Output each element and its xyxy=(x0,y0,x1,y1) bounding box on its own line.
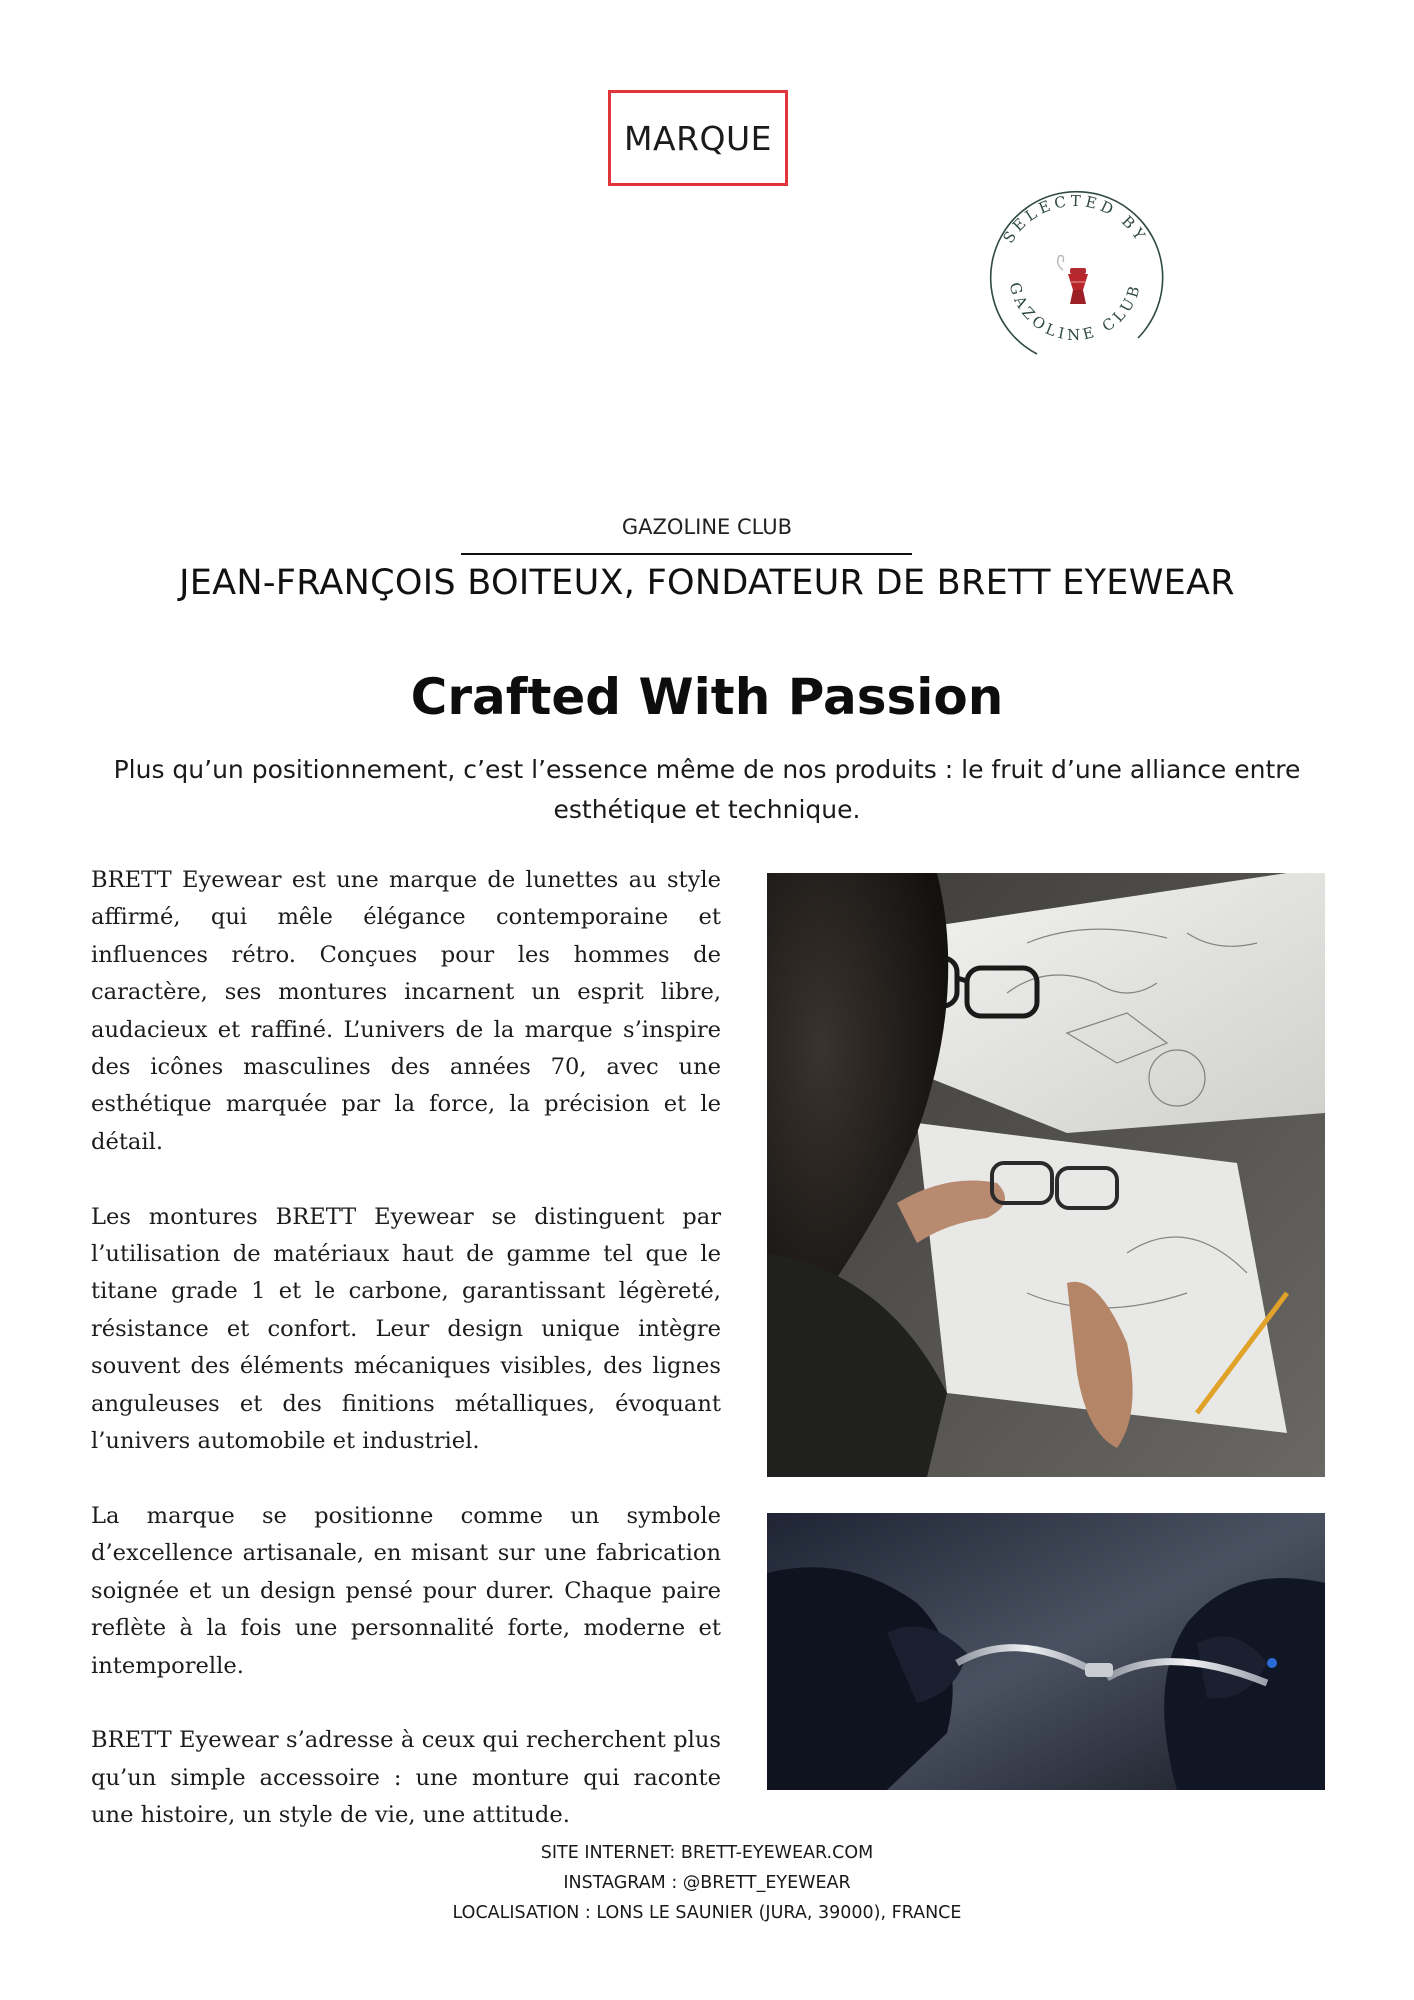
contact-footer xyxy=(0,1838,1414,1928)
article-body xyxy=(91,862,721,1835)
seal-bottom-text: GAZOLINE CLUB xyxy=(1005,280,1145,344)
body-paragraph-1: BRETT Eyewear est une marque de lunettes au style affirmé, qui mêle élégance contemporaine et influences rétro. Conçues pour les hommes de caractère, ses montures incarnent un esprit libre, audacieux et raffiné. L’univers de la marque s’inspire des icônes masculines des années 70, avec une esthétique marquée par la force, la précision et le détail. xyxy=(91,867,721,1155)
seal-top-text: SELECTED BY xyxy=(999,191,1151,247)
photo-gloved-hands-frame xyxy=(767,1513,1325,1790)
location-line: LOCALISATION : LONS LE SAUNIER (JURA, 39000), FRANCE xyxy=(452,1903,962,1923)
photo-designer-sketching xyxy=(767,873,1325,1477)
website-line: SITE INTERNET: BRETT-EYEWEAR.COM xyxy=(540,1843,874,1863)
lead-paragraph: Plus qu’un positionnement, c’est l’essence même de nos produits : le fruit d’une alliance entre esthétique et technique. xyxy=(113,755,1301,824)
instagram-line: INSTAGRAM : @BRETT_EYEWEAR xyxy=(563,1873,851,1893)
club-label: GAZOLINE CLUB xyxy=(621,515,793,539)
page-title: Crafted With Passion xyxy=(410,668,1004,726)
body-paragraph-2: Les montures BRETT Eyewear se distinguent par l’utilisation de matériaux haut de gamme tel que le titane grade 1 et le carbone, garantissant légèreté, résistance et confort. Leur design unique intègre souvent des éléments mécaniques visibles, des lignes anguleuses et des finitions métalliques, évoquant l’univers automobile et industriel. xyxy=(91,1203,721,1455)
marque-logo: MARQUE xyxy=(608,90,788,186)
selected-by-gazoline-club-seal xyxy=(975,178,1175,378)
header-divider xyxy=(461,553,912,555)
body-paragraph-4: BRETT Eyewear s’adresse à ceux qui recherchent plus qu’un simple accessoire : une monture qui raconte une histoire, un style de vie, une attitude. xyxy=(91,1727,721,1829)
body-paragraph-3: La marque se positionne comme un symbole d’excellence artisanale, en misant sur une fabrication soignée et un design pensé pour durer. Chaque paire reflète à la fois une personnalité forte, moderne et intemporelle. xyxy=(91,1502,721,1679)
cocktail-shaker-icon xyxy=(1058,256,1088,304)
svg-text:SELECTED BY xyxy=(999,192,1150,247)
interview-subtitle: JEAN-FRANÇOIS BOITEUX, FONDATEUR DE BRETT EYEWEAR xyxy=(179,563,1235,603)
